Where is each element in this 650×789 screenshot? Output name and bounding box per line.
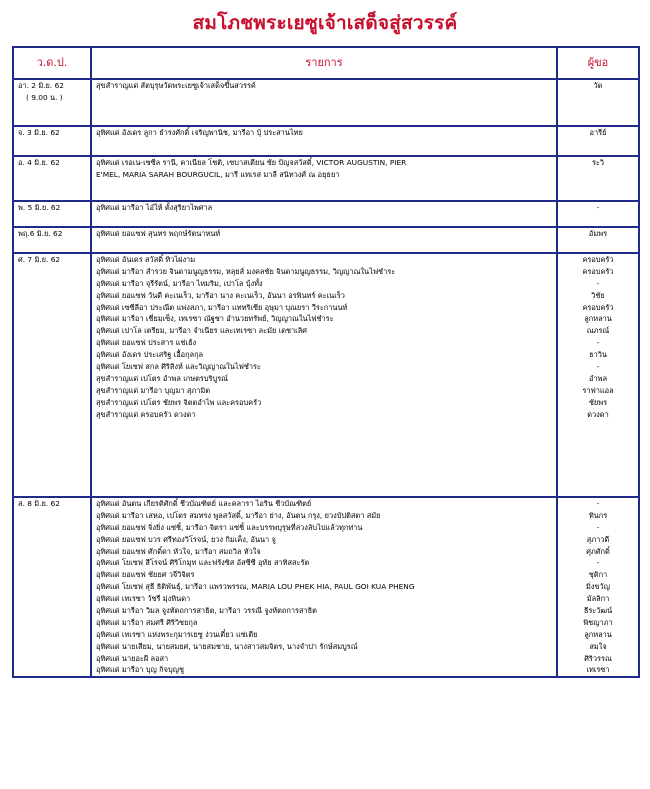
requester-name: อัมพร <box>588 229 608 238</box>
requester-name: - <box>596 499 600 508</box>
date-cell <box>13 79 91 126</box>
page-title: สมโภชพระเยซูเจ้าเสด็จสู่สวรรค์ <box>192 12 458 34</box>
table-row <box>13 156 639 201</box>
intention-line: อุทิศแด่ นายเสียม, นายสมยศ, นายสมชาย, นางสาวสมจิตร, นางจำปา รักษ์สมบูรณ์ <box>96 641 358 651</box>
requester-name: ลูกหลาน <box>584 314 612 324</box>
requester-cell <box>557 227 639 253</box>
date-text: ส. 8 มิ.ย. 62 <box>18 499 60 508</box>
table-row <box>13 126 639 156</box>
date-cell <box>13 201 91 227</box>
intention-line: สุขสำราญแด่ ครอบครัว ดวงดา <box>96 409 196 419</box>
date-text: จ. 3 มิ.ย. 62 <box>18 128 60 137</box>
items-cell <box>91 497 557 677</box>
items-cell <box>91 227 557 253</box>
requester-name <box>562 169 634 181</box>
requester-cell <box>557 79 639 126</box>
intention-line: อุทิศแด่ ยอแซฟ จิ่งยิ่ง แซ่ชิ้, มารีอา จิตรา แซ่ชิ้ และบรรพบุรุษที่ล่วงลับไปแล้วทุกท่าน <box>96 522 363 532</box>
requester-name: วัด <box>593 81 603 90</box>
intention-line: อุทิศแด่ ยอแซฟ ประสาร แช่เฮ้ง <box>96 338 197 348</box>
requester-name: มัลลิกา <box>586 594 610 604</box>
requester-cell <box>557 497 639 677</box>
intention-line: อุทิศแด่ อังเดร ประเสริฐ เอื้อกุลกุล <box>96 350 204 360</box>
requester-name: วิชัย <box>591 290 605 300</box>
requester-cell <box>557 126 639 156</box>
requester-name: - <box>596 558 600 568</box>
date-cell <box>13 253 91 497</box>
intention-line: สุขสำราญแด่ เปโตร อำพล เกษตรบริบูรณ์ <box>96 373 229 383</box>
requester-name: - <box>596 522 600 532</box>
intention-line: อุทิศแด่ มารีอา สมศรี ศิริวิชยกุล <box>96 617 198 627</box>
intention-line: อุทิศแด่ ยอแซฟ ชัยยศ วจีวิจิตร <box>96 570 195 580</box>
intention-line: อุทิศแด่ มารีอา บุญ กิจบุญชู <box>96 665 184 675</box>
requester-name: - <box>596 278 600 288</box>
requester-name: - <box>596 362 600 372</box>
intention-line: อุทิศแด่ มารีอา จุรีรัตน์, มารีอา ไหมริม, เปาโล บุ้งทั้ง <box>96 278 263 288</box>
intention-line: อุทิศแด่ อันตน เกียรติศักดิ์ ชีวบัณฑิตย์ และคลารา ไอริน ชีวบัณฑิตย์ <box>96 499 312 508</box>
requester-name: ธีระวัฒน์ <box>583 606 613 616</box>
requester-name: ชัยพร <box>588 397 608 407</box>
table-row <box>13 253 639 497</box>
table-row <box>13 79 639 126</box>
date-text: อา. 2 มิ.ย. 62 <box>18 81 64 90</box>
intention-line: สุขสำราญแด่ เปโตร ชัยพร จิตตอำไพ และครอบครัว <box>96 397 262 407</box>
items-cell <box>91 126 557 156</box>
requester-name: ศิริวรรณ <box>584 653 612 663</box>
header-requester: ผู้ขอ <box>557 47 639 79</box>
intention-line: อุทิศแด่ นายอะผี ลอสา <box>96 653 169 663</box>
requester-cell <box>557 253 639 497</box>
requester-name: ดวงดา <box>587 409 609 419</box>
intention-line: อุทิศแด่ ยอแซฟ สุนทร พฤกษ์รัตนาหนท์ <box>96 229 221 238</box>
intention-line: อุทิศแด่ โยเซฟ สกล ศิริสิงห์ และวิญญาณในไฟชำระ <box>96 362 261 372</box>
intention-line: อุทิศแด่ ยอแซฟ วันดี คะเนเร็ว, มารีอา นาง คะเนเร็ว, อันนา อรพินทร์ คะเนเร็ว <box>96 290 345 300</box>
requester-name: ทินกร <box>588 510 608 520</box>
intention-line: อุทิศแด่ เทเรซา แห่งพระกุมารเยซู ง่วนเตี๋ยว แซ่เตีย <box>96 629 258 639</box>
table-row <box>13 227 639 253</box>
table-row <box>13 201 639 227</box>
intention-line: อุทิศแด่ อันเดร สวัสดิ์ ทิวไผ่งาม <box>96 255 196 264</box>
requester-name: ลูกหลาน <box>584 629 612 639</box>
requester-name: อารีย์ <box>589 128 607 137</box>
requester-cell <box>557 156 639 201</box>
requester-name: ชุติกา <box>588 570 608 580</box>
mass-intention-table <box>12 46 640 678</box>
intention-line: อุทิศแด่ มารีอา ไอ๋ให้ ตั้งสุริยาไพศาล <box>96 203 213 212</box>
date-cell <box>13 497 91 677</box>
intention-line: E'MEL, MARIA SARAH BOURGUCIL, มารี แทเรส มาลี สนิทวงศ์ ณ อยุธยา <box>96 169 340 179</box>
intention-line: อุทิศแด่ เทเรซา วัชรี มุ่งหินดา <box>96 594 191 604</box>
date-cell <box>13 227 91 253</box>
date-cell <box>13 156 91 201</box>
table-row <box>13 497 639 677</box>
intention-line: อุทิศแด่ เซซีลีอา ประณีต แพ่งสภา, มารีอา แททริเซีย อุษุมา บุณยรา วีระกานนท์ <box>96 302 348 312</box>
intention-line: อุทิศแด่ มารีอา เสหอ, เปโตร สมทรง พูลสวัสดิ์, มารีอา ย่าง, อันตน กรุง, ยวงบัปติสตา สมัย <box>96 510 381 520</box>
intention-line: อุทิศแด่ มารีอา วิมล จูงหัตถการสาธิต, มารีอา วรรณี จูงหัตถการสาธิต <box>96 606 317 616</box>
requester-name: - <box>596 203 600 212</box>
requester-name: อำพล <box>589 373 607 383</box>
requester-name: ครอบครัว <box>582 255 614 264</box>
header-date: ว.ด.ป. <box>13 47 91 79</box>
requester-name: - <box>596 338 600 348</box>
intention-line: อุทิศแด่ โยเซฟ สุธี ธิติพันธุ์, มารีอา แพรวพรรณ, MARIA LOU PHEK HIA, PAUL GOI KUA PHENG <box>96 582 415 592</box>
intention-line: อุทิศแด่ มารีอา สำรวย จินดามนูญธรรม, หลุยส์ มงคลชัย จินดามนูญธรรม, วิญญาณในไฟชำระ <box>96 266 396 276</box>
intention-line: อุทิศแด่ เปาโล เตรียม, มารีอา จำเนียร และเทเรซา ละมัย เดชาเลิศ <box>96 326 307 336</box>
requester-name: พิชญาภา <box>583 617 613 627</box>
date-text: พ. 5 มิ.ย. 62 <box>18 203 61 212</box>
requester-name: เทเรซา <box>586 665 610 675</box>
items-cell <box>91 201 557 227</box>
requester-name: สุภาวดี <box>586 534 610 544</box>
intention-line: อุทิศแด่ โยเซฟ สีโรจน์ ศิริโกมุท และฟรังซิส อัสซีซี อุทัย สาทิสสะรัต <box>96 558 310 568</box>
requester-name: ครอบครัว <box>582 266 614 276</box>
date-text: ศ. 7 มิ.ย. 62 <box>18 255 61 264</box>
intention-line: อุทิศแด่ อังเดร ลูกา ธำรงศักดิ์ เจริญพานิช, มารีอา ปุ๋ ประสานไทย <box>96 128 303 137</box>
requester-name: ณภรณ์ <box>586 326 610 336</box>
items-cell <box>91 253 557 497</box>
header-items: รายการ <box>91 47 557 79</box>
requester-name: ราฟาแอล <box>582 385 614 395</box>
items-cell <box>91 79 557 126</box>
date-cell <box>13 126 91 156</box>
items-cell <box>91 156 557 201</box>
requester-name: ธาวิน <box>589 350 607 360</box>
time-text: ( 9.00 น. ) <box>26 92 63 102</box>
intention-line: อุทิศแด่ ยอแซฟ บวร ศรีทองวิโรจน์, ยวง กิมเค็ง, อันนา จู <box>96 534 276 544</box>
requester-name: ระวิ <box>591 158 605 167</box>
date-text: พฤ.6 มิ.ย. 62 <box>18 229 63 238</box>
table-body <box>13 79 639 677</box>
requester-name: มิ่งขวัญ <box>586 582 610 592</box>
table-header-row <box>13 47 639 79</box>
date-text: อ. 4 มิ.ย. 62 <box>18 158 60 167</box>
requester-name: ครอบครัว <box>582 302 614 312</box>
intention-line: อุทิศแด่ มารีอา เชี่ยมเซ็ง, เทเรซา ณัฐชา อำนวยทรัพย์, วิญญาณในไฟชำระ <box>96 314 334 324</box>
intention-line: อุทิศแด่ เรอเน-เซซีล รานี, คาเนียล โชติ, เซบาสเตียน ชัย ปัญจสวัสดิ์, VICTOR AUGUSTIN, PIER <box>96 158 407 167</box>
requester-name: สมใจ <box>589 641 607 651</box>
intention-line: อุทิศแด่ ยอแซฟ ศักดิ์ดา หัวใจ, มารีอา สมถวิล หัวใจ <box>96 546 261 556</box>
intention-line: สุขสำราญแด่ มารีอา บุญมา สุภามิต <box>96 385 211 395</box>
requester-cell <box>557 201 639 227</box>
requester-name: ศุภศักดิ์ <box>586 546 610 556</box>
intention-line: สุขสำราญแด่ สัตบุรุษวัดพระเยซูเจ้าเสด็จขึ้นสวรรค์ <box>96 81 256 90</box>
